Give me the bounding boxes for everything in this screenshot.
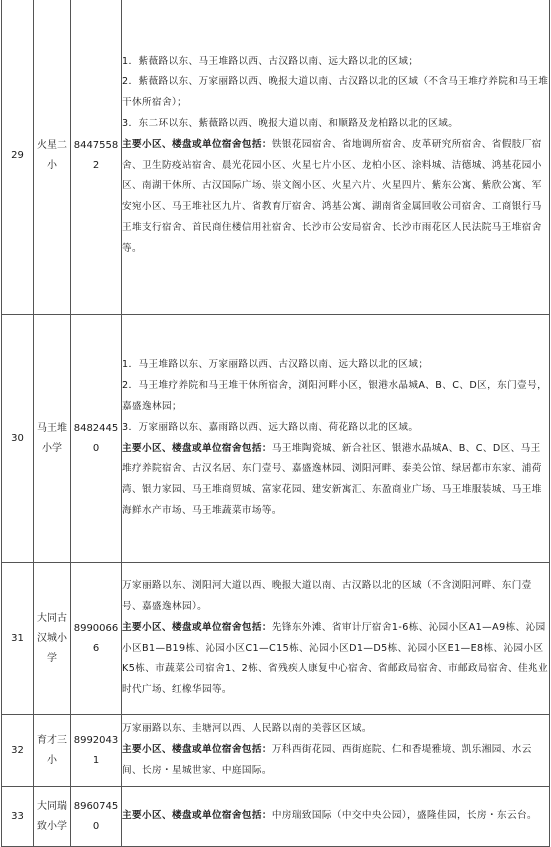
- school-name: 大同瑞致小学: [34, 787, 71, 847]
- phone-number: 89920431: [71, 715, 122, 787]
- main-communities-label: 主要小区、楼盘或单位宿舍包括：: [122, 810, 272, 822]
- main-communities: [122, 740, 549, 782]
- district-paragraph: 2．马王堆疗养院和马王堆干休所宿舍，浏阳河畔小区，银港水晶城A、B、C、D区，东门壹号，嘉盛逸林园；: [122, 380, 548, 412]
- district-description: [122, 787, 550, 847]
- row-number: 32: [2, 715, 34, 787]
- district-description: [122, 563, 550, 715]
- row-number: 30: [2, 315, 34, 563]
- district-paragraph: 1．马王堆路以东、万家丽路以西、古汉路以南、远大路以北的区域；: [122, 359, 429, 371]
- main-communities: [122, 618, 549, 701]
- main-communities: [122, 439, 549, 522]
- table-row: [2, 315, 550, 563]
- row-number: 29: [2, 0, 34, 315]
- main-communities-text: 马王堆陶瓷城、新合社区、银港水晶城A、B、C、D区、马王堆疗养院宿舍、古汉名居、东门壹号、嘉盛逸林园、浏阳河畔、泰美公馆、绿居都市东家、浦荷湾、银力家园、马王堆商贸城、富家花园、建安新寓汇、东盈商业广场、马王堆服装城、马王堆海鲜水产市场、马王堆蔬菜市场等。: [122, 442, 542, 516]
- phone-number: 89900666: [71, 563, 122, 715]
- school-name: 育才三小: [34, 715, 71, 787]
- main-communities-label: 主要小区、楼盘或单位宿舍包括：: [122, 138, 272, 150]
- school-name: 大同古汉城小学: [34, 563, 71, 715]
- table-row: [2, 563, 550, 715]
- district-description: [122, 315, 550, 563]
- district-paragraph: 万家丽路以东、圭塘河以西、人民路以南的美蓉区区域。: [122, 723, 372, 735]
- main-communities-label: 主要小区、楼盘或单位宿舍包括：: [122, 744, 272, 756]
- main-communities: [122, 135, 549, 260]
- district-paragraph: 3．万家丽路以东、嘉雨路以西、远大路以南、荷花路以北的区域。: [122, 421, 419, 433]
- row-number: 33: [2, 787, 34, 847]
- district-paragraph: 3．东二环以东、紫薇路以西、晚报大道以南、和顺路及龙柏路以北的区域。: [122, 117, 459, 129]
- school-name: 火星二小: [34, 0, 71, 315]
- phone-number: 84475582: [71, 0, 122, 315]
- main-communities-text: 中房瑞致国际（中交中央公园），盛隆佳园，长房・东云台。: [271, 810, 537, 822]
- district-paragraph: 万家丽路以东、浏阳河大道以西、晚报大道以南、古汉路以北的区域（不含浏阳河畔、东门壹号、嘉盛逸林园）。: [122, 580, 532, 612]
- main-communities-text: 万科西街花园、西街庭院、仁和香堤雅境、凯乐湘园、水云间、长房・星城世家、中庭国际。: [122, 744, 532, 776]
- school-name: 马王堆小学: [34, 315, 71, 563]
- district-paragraph: 2．紫薇路以东、万家丽路以西、晚报大道以南、古汉路以北的区域（不含马王堆疗养院和马王堆干休所宿舍）；: [122, 76, 549, 109]
- district-description: [122, 715, 550, 787]
- main-communities-label: 主要小区、楼盘或单位宿舍包括：: [122, 442, 272, 454]
- main-communities-text: 铁银花园宿舍、省地调所宿舍、皮革研究所宿舍、省假肢厂宿舍、卫生防疫站宿舍、晨光花园小区、火星七片小区、龙柏小区、涂料城、洁德城、鸿基花园小区、南湖干休所、古汉国际广场、崇文阁小区、火星六片、火星四片、紫东公寓、紫欣公寓、军安宛小区、马王堆社区九片、省教育厅宿舍、鸿基公寓、湖南省金属回收公司宿舍、工商银行马王堆支行宿舍、首民商住楼信用社宿舍、长沙市公安局宿舍、长沙市雨花区人民法院马王堆宿舍等。: [122, 138, 542, 254]
- district-paragraph: 1．紫薇路以东、马王堆路以西、古汉路以南、远大路以北的区域；: [122, 55, 419, 67]
- main-communities: [122, 806, 549, 827]
- row-number: 31: [2, 563, 34, 715]
- table-row: [2, 715, 550, 787]
- phone-number: 84824450: [71, 315, 122, 563]
- main-communities-label: 主要小区、楼盘或单位宿舍包括：: [122, 621, 272, 633]
- school-district-table: [1, 0, 550, 847]
- table-row: [2, 0, 550, 315]
- main-communities-text: 先锋东外滩、省审计厅宿舍1-6栋、沁园小区A1—A9栋、沁园小区B1—B19栋、沁园小区C1—C15栋、沁园小区D1—D5栋、沁园小区E1—E8栋、沁园小区K5栋、市蔬菜公司宿舍1、2栋、省残疾人康复中心宿舍、省邮政局宿舍、市邮政局宿舍、佳兆业时代广场、红橡华园等。: [122, 621, 548, 696]
- district-description: [122, 0, 550, 315]
- table-row: [2, 787, 550, 847]
- phone-number: 89607450: [71, 787, 122, 847]
